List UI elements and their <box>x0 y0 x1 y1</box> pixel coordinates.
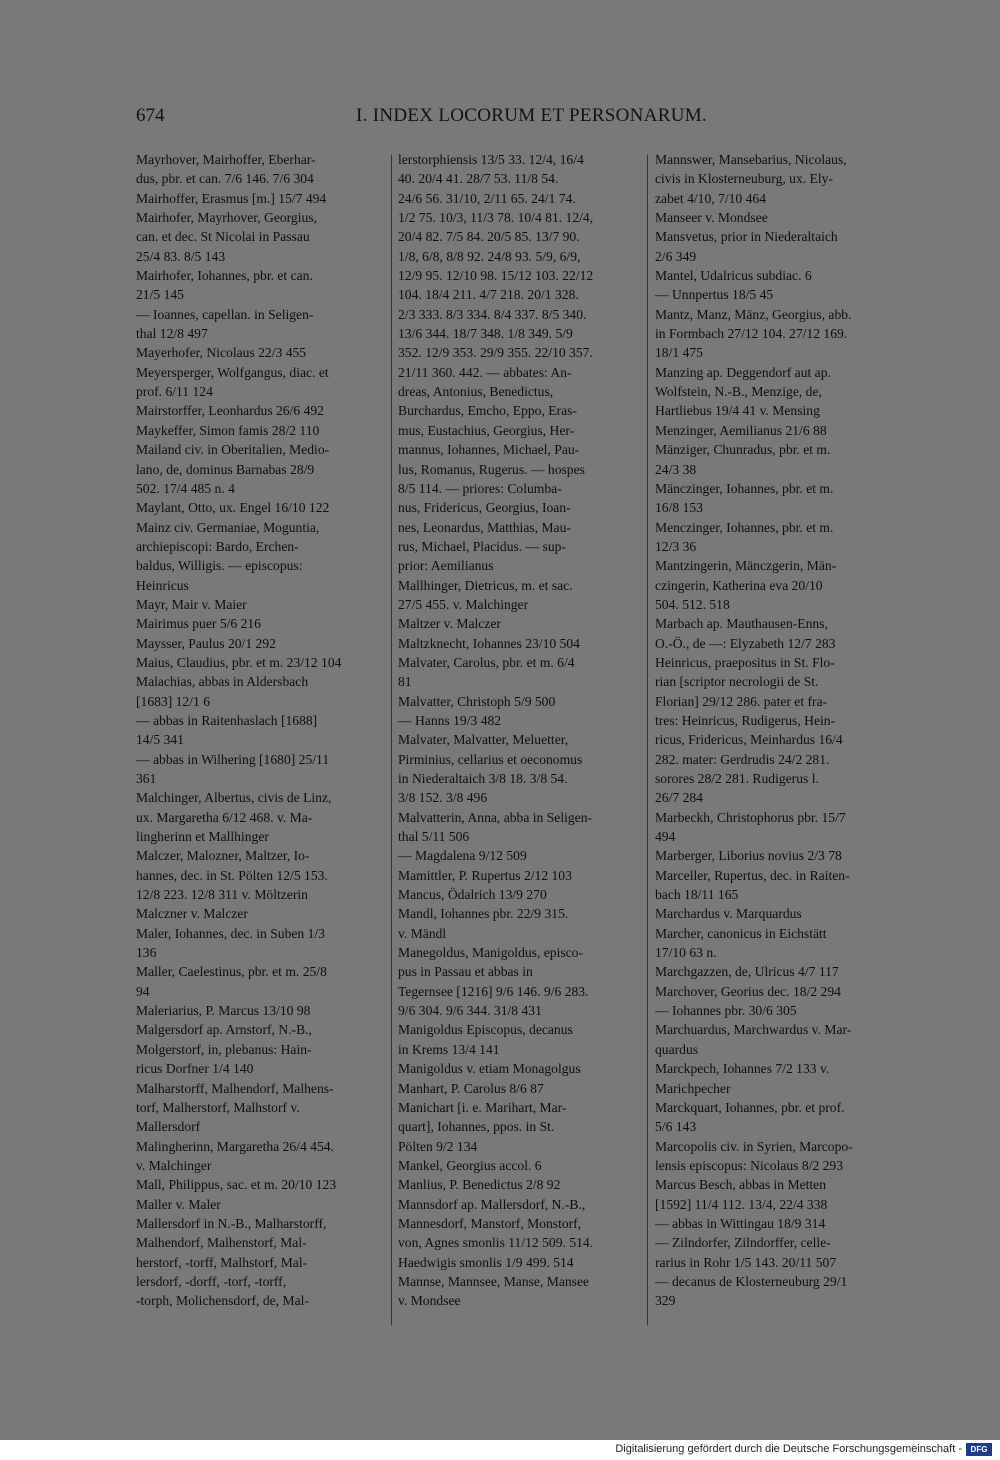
index-line: Mansvetus, prior in Niederaltaich <box>655 229 838 245</box>
index-line: Marchover, Georius dec. 18/2 294 <box>655 983 841 999</box>
index-line: Malvatter, Christoph 5/9 500 <box>398 693 556 709</box>
index-line: quardus <box>655 1041 699 1057</box>
index-line: Maller, Caelestinus, pbr. et m. 25/8 <box>136 964 327 980</box>
index-line: Mantel, Udalricus subdiac. 6 <box>655 268 812 284</box>
index-line: ricus Dorfner 1/4 140 <box>136 1061 254 1077</box>
index-line: mus, Eustachius, Georgius, Her- <box>398 422 575 438</box>
index-line: 282. mater: Gerdrudis 24/2 281. <box>655 751 830 767</box>
index-line: v. Malchinger <box>136 1157 212 1173</box>
column-divider <box>647 155 648 1325</box>
index-line: Malvater, Malvatter, Meluetter, <box>398 732 569 748</box>
index-line: 12/9 95. 12/10 98. 15/12 103. 22/12 <box>398 268 594 284</box>
index-line: Mairhoffer, Erasmus [m.] 15/7 494 <box>136 190 327 206</box>
index-line: 2/6 349 <box>655 248 697 264</box>
index-line: Mainz civ. Germaniae, Moguntia, <box>136 519 320 535</box>
index-line: herstorf, -torff, Malhstorf, Mal- <box>136 1254 308 1270</box>
index-line: sorores 28/2 281. Rudigerus l. <box>655 771 819 786</box>
index-line: Marcus Besch, abbas in Metten <box>655 1177 827 1193</box>
index-line: Malvater, Carolus, pbr. et m. 6/4 <box>398 654 575 670</box>
index-line: Malczner v. Malczer <box>136 906 248 922</box>
index-line: Molgerstorf, in, plebanus: Hain- <box>136 1041 312 1057</box>
index-line: tres: Heinricus, Rudigerus, Hein- <box>655 712 836 728</box>
index-line: 16/8 153 <box>655 500 703 516</box>
index-line: 12/8 223. 12/8 311 v. Möltzerin <box>136 887 308 903</box>
index-line: Mänziger, Chunradus, pbr. et m. <box>655 442 831 458</box>
index-line: Manseer v. Mondsee <box>655 210 768 226</box>
index-line: in Krems 13/4 141 <box>398 1041 500 1057</box>
index-line: Mayrhover, Mairhoffer, Eberhar- <box>136 152 316 167</box>
footer-credit: Digitalisierung gefördert durch die Deutsche Forschungsgemeinschaft - <box>615 1443 962 1455</box>
index-line: Malachias, abbas in Aldersbach <box>136 674 309 690</box>
index-line: — Ioannes, capellan. in Seligen- <box>136 306 314 322</box>
index-line: torf, Malherstorf, Malhstorf v. <box>136 1099 300 1115</box>
index-line: 13/6 344. 18/7 348. 1/8 349. 5/9 <box>398 326 573 342</box>
index-line: Maler, Iohannes, dec. in Suben 1/3 <box>136 925 325 941</box>
index-line: 24/3 38 <box>655 461 697 477</box>
index-line: Hartliebus 19/4 41 v. Mensing <box>655 403 820 419</box>
index-line: 502. 17/4 485 n. 4 <box>136 480 235 496</box>
index-line: 104. 18/4 211. 4/7 218. 20/1 328. <box>398 287 579 303</box>
index-line: ricus, Fridericus, Meinhardus 16/4 <box>655 732 843 748</box>
index-line: lerstorphiensis 13/5 33. 12/4, 16/4 <box>398 152 584 167</box>
index-line: thal 5/11 506 <box>398 829 470 845</box>
index-line: 14/5 341 <box>136 732 184 748</box>
index-line: — Unnpertus 18/5 45 <box>655 287 774 303</box>
index-line: 26/7 284 <box>655 790 703 806</box>
index-line: Marckpech, Iohannes 7/2 133 v. <box>655 1061 830 1077</box>
index-line: Manegoldus, Manigoldus, episco- <box>398 945 584 961</box>
index-line: Mairhofer, Mayrhover, Georgius, <box>136 210 317 226</box>
index-line: Mankel, Georgius accol. 6 <box>398 1157 542 1173</box>
index-line: Malczer, Malozner, Maltzer, Io- <box>136 848 310 864</box>
index-line: Mamittler, P. Rupertus 2/12 103 <box>398 867 572 883</box>
index-line: [1683] 12/1 6 <box>136 693 211 709</box>
index-line: — abbas in Wittingau 18/9 314 <box>655 1215 826 1231</box>
index-line: 3/8 152. 3/8 496 <box>398 790 488 806</box>
index-line: 494 <box>655 829 676 845</box>
index-line: rarius in Rohr 1/5 143. 20/11 507 <box>655 1254 837 1270</box>
index-line: Maykeffer, Simon famis 28/2 110 <box>136 422 320 438</box>
index-line: Pirminius, cellarius et oeconomus <box>398 751 583 767</box>
index-line: Malingherinn, Margaretha 26/4 454. <box>136 1138 334 1154</box>
index-line: 40. 20/4 41. 28/7 53. 11/8 54. <box>398 171 559 187</box>
index-line: lano, de, dominus Barnabas 28/9 <box>136 461 315 477</box>
index-line: Menczinger, Iohannes, pbr. et m. <box>655 519 834 535</box>
index-line: Marchgazzen, de, Ulricus 4/7 117 <box>655 964 839 980</box>
index-line: Maltzer v. Malczer <box>398 616 501 632</box>
index-line: — Zilndorfer, Zilndorffer, celle- <box>655 1235 831 1251</box>
index-line: Marcopolis civ. in Syrien, Marcopo- <box>655 1138 853 1154</box>
index-line: — abbas in Wilhering [1680] 25/11 <box>136 751 330 767</box>
index-line: 21/5 145 <box>136 287 184 303</box>
index-line: Maius, Claudius, pbr. et m. 23/12 104 <box>136 654 342 670</box>
index-line: prior: Aemilianus <box>398 558 494 574</box>
index-line: hannes, dec. in St. Pölten 12/5 153. <box>136 867 328 883</box>
column-divider <box>391 155 392 1325</box>
index-line: O.-Ö., de —: Elyzabeth 12/7 283 <box>655 635 836 651</box>
index-line: Mairimus puer 5/6 216 <box>136 616 261 632</box>
index-line: 81 <box>398 674 412 690</box>
index-line: mannus, Iohannes, Michael, Pau- <box>398 442 580 458</box>
index-line: nes, Leonardus, Matthias, Mau- <box>398 519 571 535</box>
index-line: 136 <box>136 945 157 961</box>
index-line: [1592] 11/4 112. 13/4, 22/4 338 <box>655 1196 828 1212</box>
index-line: Menzinger, Aemilianus 21/6 88 <box>655 422 827 438</box>
index-line: — Hanns 19/3 482 <box>398 712 502 728</box>
index-line: Heinricus, praepositus in St. Flo- <box>655 654 835 670</box>
index-line: Wolfstein, N.-B., Menzige, de, <box>655 384 822 400</box>
index-line: Mannesdorf, Manstorf, Monstorf, <box>398 1215 582 1231</box>
index-line: 1/8, 6/8, 8/8 92. 24/8 93. 5/9, 6/9, <box>398 248 581 264</box>
index-line: Mancus, Ödalrich 13/9 270 <box>398 887 547 903</box>
footer-bar <box>0 1440 1000 1460</box>
index-line: 21/11 360. 442. — abbates: An- <box>398 364 572 380</box>
index-line: 24/6 56. 31/10, 2/11 65. 24/1 74. <box>398 190 576 206</box>
index-line: 27/5 455. v. Malchinger <box>398 596 529 612</box>
index-line: v. Mondsee <box>398 1293 461 1309</box>
index-line: Maleriarius, P. Marcus 13/10 98 <box>136 1003 311 1019</box>
index-line: zabet 4/10, 7/10 464 <box>655 190 766 206</box>
index-line: Manzing ap. Deggendorf aut ap. <box>655 364 831 380</box>
index-line: Manichart [i. e. Marihart, Mar- <box>398 1099 567 1115</box>
index-line: Burchardus, Emcho, Eppo, Eras- <box>398 403 577 419</box>
index-line: prof. 6/11 124 <box>136 384 213 400</box>
index-column-middle <box>398 150 650 1311</box>
index-line: lersdorf, -dorff, -torf, -torff, <box>136 1273 287 1289</box>
index-line: Mänczinger, Iohannes, pbr. et m. <box>655 480 834 496</box>
index-line: 1/2 75. 10/3, 11/3 78. 10/4 81. 12/4, <box>398 210 594 226</box>
index-line: von, Agnes smonlis 11/12 509. 514. <box>398 1235 594 1251</box>
index-line: Manigoldus v. etiam Monagolgus <box>398 1061 581 1077</box>
dfg-logo: DFG <box>966 1443 992 1456</box>
index-line: 9/6 304. 9/6 344. 31/8 431 <box>398 1003 542 1019</box>
index-line: 2/3 333. 8/3 334. 8/4 337. 8/5 340. <box>398 306 587 322</box>
index-line: Marckquart, Iohannes, pbr. et prof. <box>655 1099 845 1115</box>
index-line: — decanus de Klosterneuburg 29/1 <box>655 1273 848 1289</box>
index-line: 352. 12/9 353. 29/9 355. 22/10 357. <box>398 345 593 361</box>
index-line: 504. 512. 518 <box>655 596 730 612</box>
index-line: in Niederaltaich 3/8 18. 3/8 54. <box>398 771 568 786</box>
index-line: 8/5 114. — priores: Columba- <box>398 480 562 496</box>
index-line: 329 <box>655 1293 676 1309</box>
index-line: 361 <box>136 771 157 786</box>
index-column-right <box>655 150 907 1311</box>
index-line: Maylant, Otto, ux. Engel 16/10 122 <box>136 500 330 516</box>
index-line: Haedwigis smonlis 1/9 499. 514 <box>398 1254 574 1270</box>
index-line: Manhart, P. Carolus 8/6 87 <box>398 1080 544 1096</box>
index-line: Florian] 29/12 286. pater et fra- <box>655 693 828 709</box>
index-line: thal 12/8 497 <box>136 326 208 342</box>
index-line: rian [scriptor necrologii de St. <box>655 674 819 690</box>
index-line: Marchardus v. Marquardus <box>655 906 802 922</box>
index-line: v. Mändl <box>398 925 447 941</box>
index-line: Mayerhofer, Nicolaus 22/3 455 <box>136 345 307 361</box>
index-line: can. et dec. St Nicolai in Passau <box>136 229 310 245</box>
index-line: — Magdalena 9/12 509 <box>398 848 527 864</box>
page-title: I. INDEX LOCORUM ET PERSONARUM. <box>356 105 707 126</box>
index-line: Marchuardus, Marchwardus v. Mar- <box>655 1022 852 1038</box>
index-line: nus, Fridericus, Georgius, Ioan- <box>398 500 571 516</box>
index-line: Mannsdorf ap. Mallersdorf, N.-B., <box>398 1196 586 1212</box>
index-line: 17/10 63 n. <box>655 945 717 961</box>
index-line: Marceller, Rupertus, dec. in Raiten- <box>655 867 850 883</box>
index-line: Marichpecher <box>655 1080 731 1096</box>
index-line: Maltzknecht, Iohannes 23/10 504 <box>398 635 580 651</box>
index-line: quart], Iohannes, ppos. in St. <box>398 1119 555 1135</box>
index-line: czingerin, Katherina eva 20/10 <box>655 577 823 593</box>
index-line: rus, Michael, Placidus. — sup- <box>398 538 567 554</box>
page-number: 674 <box>136 105 165 126</box>
index-line: Meyersperger, Wolfgangus, diac. et <box>136 364 329 380</box>
index-line: Mallersdorf in N.-B., Malharstorff, <box>136 1215 327 1231</box>
index-line: Malhendorf, Malhenstorf, Mal- <box>136 1235 307 1251</box>
index-line: Manigoldus Episcopus, decanus <box>398 1022 573 1038</box>
index-line: Mannswer, Mansebarius, Nicolaus, <box>655 152 847 167</box>
index-column-left <box>136 150 388 1311</box>
index-line: 5/6 143 <box>655 1119 697 1135</box>
index-line: 94 <box>136 983 150 999</box>
index-line: bach 18/11 165 <box>655 887 739 903</box>
index-line: Mallhinger, Dietricus, m. et sac. <box>398 577 573 593</box>
index-line: Malharstorff, Malhendorf, Malhens- <box>136 1080 334 1096</box>
index-line: ux. Margaretha 6/12 468. v. Ma- <box>136 809 313 825</box>
index-line: Marbach ap. Mauthausen-Enns, <box>655 616 828 632</box>
index-line: Mall, Philippus, sac. et m. 20/10 123 <box>136 1177 337 1193</box>
index-line: archiepiscopi: Bardo, Erchen- <box>136 538 299 554</box>
index-line: dus, pbr. et can. 7/6 146. 7/6 304 <box>136 171 314 187</box>
page-header <box>130 105 890 135</box>
index-line: dreas, Antonius, Benedictus, <box>398 384 554 400</box>
index-line: — abbas in Raitenhaslach [1688] <box>136 712 318 728</box>
index-line: Mannse, Mannsee, Manse, Mansee <box>398 1273 590 1289</box>
index-line: Tegernsee [1216] 9/6 146. 9/6 283. <box>398 983 589 999</box>
index-line: lus, Romanus, Rugerus. — hospes <box>398 461 585 477</box>
index-line: 20/4 82. 7/5 84. 20/5 85. 13/7 90. <box>398 229 580 245</box>
index-line: Manlius, P. Benedictus 2/8 92 <box>398 1177 561 1193</box>
index-line: baldus, Willigis. — episcopus: <box>136 558 303 574</box>
index-line: Marberger, Liborius novius 2/3 78 <box>655 848 842 864</box>
index-line: Mallersdorf <box>136 1119 201 1135</box>
index-line: civis in Klosterneuburg, ux. Ely- <box>655 171 833 187</box>
index-line: Maller v. Maler <box>136 1196 221 1212</box>
index-line: — Iohannes pbr. 30/6 305 <box>655 1003 797 1019</box>
index-line: Malvatterin, Anna, abba in Seligen- <box>398 809 593 825</box>
index-line: Marbeckh, Christophorus pbr. 15/7 <box>655 809 846 825</box>
index-line: 18/1 475 <box>655 345 703 361</box>
index-line: Mailand civ. in Oberitalien, Medio- <box>136 442 330 458</box>
index-line: 25/4 83. 8/5 143 <box>136 248 226 264</box>
index-line: Pölten 9/2 134 <box>398 1138 478 1154</box>
index-line: Marcher, canonicus in Eichstätt <box>655 925 827 941</box>
index-line: -torph, Molichensdorf, de, Mal- <box>136 1293 309 1309</box>
index-line: Maysser, Paulus 20/1 292 <box>136 635 276 651</box>
index-line: lingherinn et Mallhinger <box>136 829 269 845</box>
index-line: Mairhofer, Iohannes, pbr. et can. <box>136 268 313 284</box>
index-line: Malgersdorf ap. Arnstorf, N.-B., <box>136 1022 312 1038</box>
index-line: Mayr, Mair v. Maier <box>136 596 247 612</box>
index-line: Mantzingerin, Mänczgerin, Män- <box>655 558 837 574</box>
index-line: in Formbach 27/12 104. 27/12 169. <box>655 326 848 342</box>
index-line: Mairstorffer, Leonhardus 26/6 492 <box>136 403 324 419</box>
index-line: Heinricus <box>136 577 189 593</box>
index-line: lensis episcopus: Nicolaus 8/2 293 <box>655 1157 844 1173</box>
index-line: 12/3 36 <box>655 538 697 554</box>
index-line: Mandl, Iohannes pbr. 22/9 315. <box>398 906 569 922</box>
index-line: Malchinger, Albertus, civis de Linz, <box>136 790 332 806</box>
index-line: pus in Passau et abbas in <box>398 964 533 980</box>
index-line: Mantz, Manz, Mänz, Georgius, abb. <box>655 306 852 322</box>
